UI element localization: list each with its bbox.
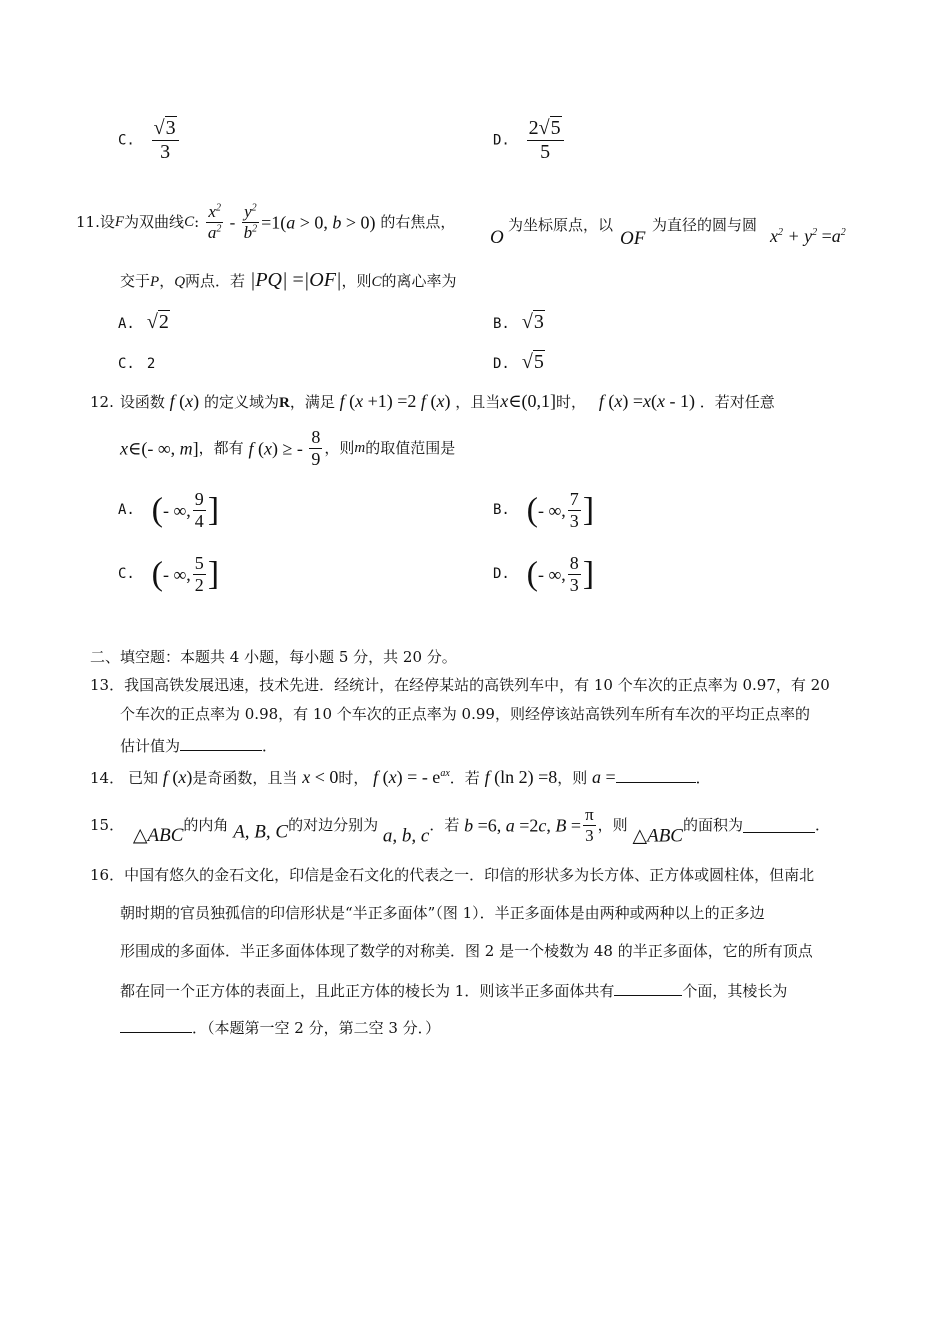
q10-option-d: D. $\frac{2√5}{5}$ (493, 118, 566, 163)
answer-blank[interactable] (180, 736, 262, 751)
q13-line2: 个车次的正点率为 0.98，有 10 个车次的正点率为 0.99，则经停该站高铁列车所有车次的平均正点率的 (120, 705, 810, 723)
q10-option-c: C. $\frac{√3}{3}$ (118, 118, 181, 163)
q11-origin-O: O (490, 227, 504, 248)
answer-blank[interactable] (120, 1018, 192, 1033)
q12-stem-line2: x∈(- ∞, m]，都有 f (x) ≥ - $\frac{8}{9}$ ，则m的取值范围是 (120, 427, 456, 469)
fraction: $\frac{√3}{3}$ (152, 118, 179, 163)
q16-line2: 朝时期的官员独孤信的印信形状是“半正多面体”（图 1）．半正多面体是由两种或两种以上的正多边 (120, 904, 765, 922)
answer-blank[interactable] (743, 818, 815, 833)
q12-stem-line1: 12. 设函数 f (x) 的定义域为R，满足 f (x +1) =2 f (x) ，且当x∈(0,1]时， f (x) =x(x - 1) ．若对任意 (90, 391, 775, 411)
q11-option-b: B. √3 (493, 311, 544, 333)
q12-option-b: B. (- ∞, $\frac{7}{3}$ ] (493, 489, 595, 531)
q16-line4: 都在同一个正方体的表面上，且此正方体的棱长为 1．则该半正多面体共有 个面，其棱长为 (120, 982, 788, 1000)
q11-option-d: D. √5 (493, 351, 544, 373)
q16-line5: ．（本题第一空 2 分，第二空 3 分．） (120, 1018, 440, 1036)
section-title: 二、填空题：本题共 4 小题，每小题 5 分，共 20 分。 (90, 648, 457, 666)
q11-circle-equation: $x^2 + y^2 =a^2$ (770, 226, 846, 246)
q16-line1: 16．中国有悠久的金石文化，印信是金石文化的代表之一．印信的形状多为长方体、正方体或圆柱体，但南北 (90, 866, 815, 884)
hyperbola-y-term: $\frac{y^2}{b^2}$ (243, 202, 258, 242)
q16-line3: 形围成的多面体．半正多面体体现了数学的对称美．图 2 是一个棱数为 48 的半正多面体，它的所有顶点 (120, 942, 813, 960)
q12-option-c: C. (- ∞, $\frac{5}{2}$ ] (118, 553, 220, 595)
fraction: $\frac{2√5}{5}$ (527, 118, 564, 163)
answer-blank[interactable] (614, 981, 682, 996)
answer-blank[interactable] (616, 768, 696, 783)
q11-text-origin: 为坐标原点，以 (508, 216, 614, 234)
q11-segment-OF: OF (620, 228, 646, 249)
q11-option-a: A. √2 (118, 311, 169, 333)
q11-option-c: C. 2 (118, 356, 156, 372)
q15: 15． △ABC的内角 A, B, C的对边分别为 a, b, c．若 b =6, a =2c, B = $\frac{\pi}{3}$ ，则 △ABC的面积为 ． (90, 805, 831, 847)
q11-stem-line1: 11.设F为双曲线C: $\frac{x^2}{a^2}$ - $\frac{y^2}{b^2}$ =1(a > 0, b > 0) 的右焦点， (76, 202, 456, 242)
q13-line3: 估计值为 ． (120, 737, 278, 755)
q12-option-a: A. (- ∞, $\frac{9}{4}$ ] (118, 489, 220, 531)
q11-text-circle: 为直径的圆与圆 (652, 216, 758, 234)
hyperbola-x-term: $\frac{x^2}{a^2}$ (207, 202, 222, 242)
q12-option-d: D. (- ∞, $\frac{8}{3}$ ] (493, 553, 595, 595)
q14: 14． 已知 f (x)是奇函数，且当 x < 0时， f (x) = - $e^{ax}$．若 f (ln 2) =8，则 a = ． (90, 767, 711, 787)
q13-line1: 13．我国高铁发展迅速，技术先进．经统计，在经停某站的高铁列车中，有 10 个车次的正点率为 0.97，有 20 (90, 676, 830, 694)
q11-stem-line2: 交于P，Q两点．若 |PQ| =|OF|，则C的离心率为 (120, 269, 457, 291)
